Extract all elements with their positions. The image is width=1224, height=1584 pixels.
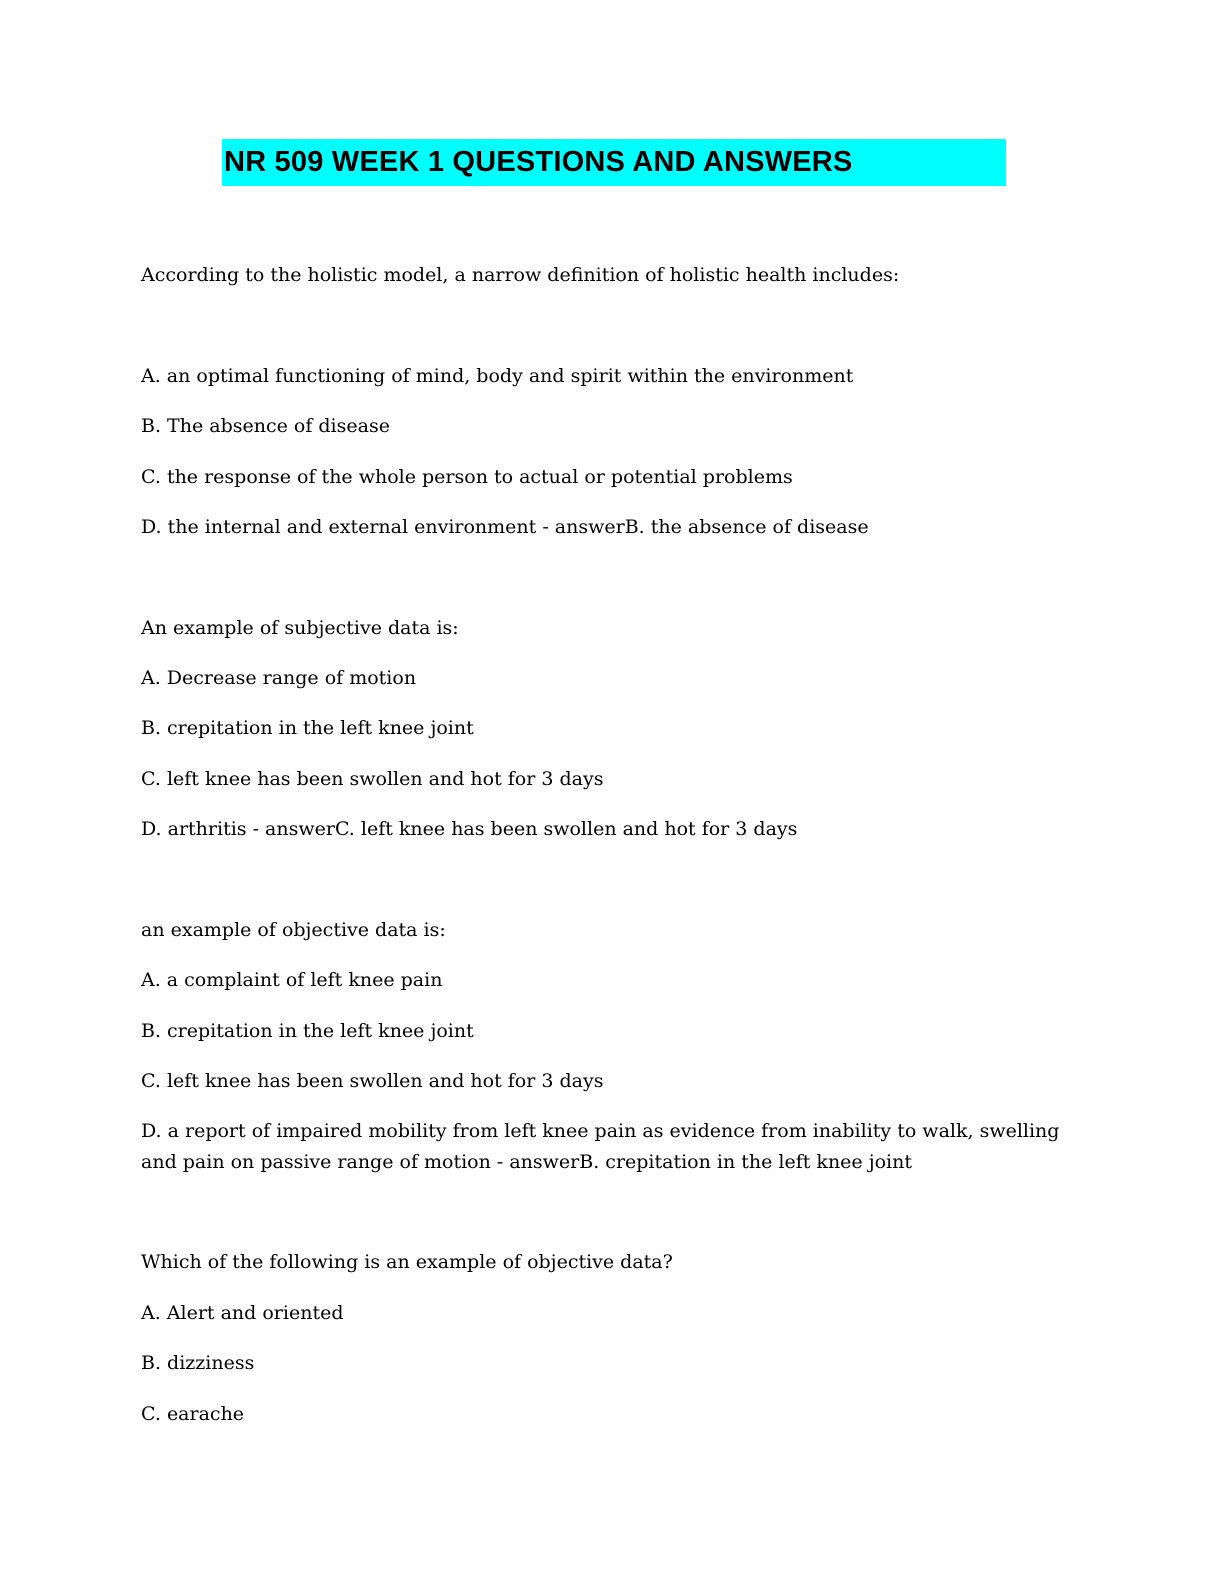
question-2-option-a: A. Decrease range of motion xyxy=(141,667,417,689)
question-2-option-b: B. crepitation in the left knee joint xyxy=(141,717,474,739)
question-3-option-d-continued: and pain on passive range of motion - answerB. crepitation in the left knee joint xyxy=(141,1151,912,1173)
question-2-prompt: An example of subjective data is: xyxy=(141,617,459,639)
page-title: NR 509 WEEK 1 QUESTIONS AND ANSWERS xyxy=(224,146,853,178)
question-3-option-a: A. a complaint of left knee pain xyxy=(141,969,443,991)
question-4-option-b: B. dizziness xyxy=(141,1352,255,1374)
question-3-option-d: D. a report of impaired mobility from left knee pain as evidence from inability to walk, swelling xyxy=(141,1120,1060,1142)
question-2-option-d: D. arthritis - answerC. left knee has been swollen and hot for 3 days xyxy=(141,818,798,840)
question-1-option-c: C. the response of the whole person to actual or potential problems xyxy=(141,466,793,488)
question-4-option-a: A. Alert and oriented xyxy=(141,1302,344,1324)
question-1-prompt: According to the holistic model, a narrow definition of holistic health includes: xyxy=(141,264,900,286)
question-1-option-b: B. The absence of disease xyxy=(141,415,390,437)
question-3-option-c: C. left knee has been swollen and hot for 3 days xyxy=(141,1070,604,1092)
question-1-option-d: D. the internal and external environment - answerB. the absence of disease xyxy=(141,516,869,538)
question-1-option-a: A. an optimal functioning of mind, body and spirit within the environment xyxy=(141,365,854,387)
question-3-option-b: B. crepitation in the left knee joint xyxy=(141,1020,474,1042)
question-4-prompt: Which of the following is an example of objective data? xyxy=(141,1251,673,1273)
question-3-prompt: an example of objective data is: xyxy=(141,919,446,941)
question-4-option-c: C. earache xyxy=(141,1403,245,1425)
question-2-option-c: C. left knee has been swollen and hot for 3 days xyxy=(141,768,604,790)
